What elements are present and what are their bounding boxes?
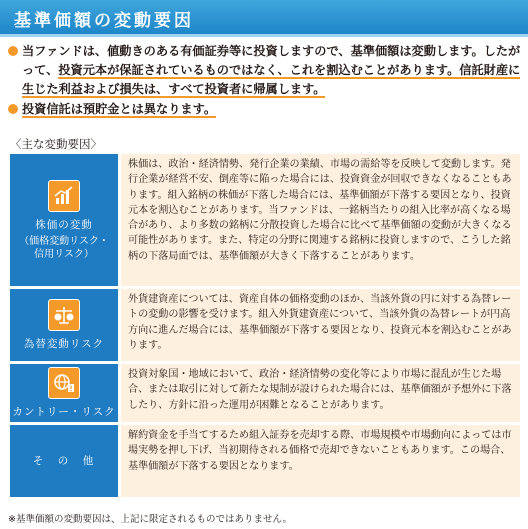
- risk-subname-line2: 信用リスク）: [34, 248, 94, 260]
- notice-list: [8, 42, 524, 119]
- bullet-dot-icon: [8, 104, 18, 114]
- risk-category: [10, 289, 118, 361]
- risk-name: そ の 他: [32, 455, 96, 467]
- risk-description: 投資対象国・地域において、政治・経済情勢の変化等により市場に混乱が生じた場合、または取引に対して新たな規制が設けられた場合には、基準価額が予想外に下落したり、方針に沿った運用が困難となることがあります。: [121, 364, 520, 422]
- risk-row-stock: [10, 154, 520, 286]
- risk-category: [10, 425, 118, 497]
- risk-row-currency: [10, 289, 520, 361]
- footnote: ※基準価額の変動要因は、上記に限定されるものではありません。: [8, 514, 293, 525]
- notice-item: [8, 42, 524, 99]
- notice-underlined-text: 投資元本が保証されているものではなく、これを割込むことがあります。信託財産に生じた利益および損失は、すべて投資者に帰属します。: [22, 63, 521, 96]
- risk-description: 解約資金を手当てするため組入証券を売却する際、市場規模や市場動向によっては市場実勢を押し下げ、当初期待される価格で売却できないこともあります。この場合、基準価額が下落する要因となります。: [121, 425, 520, 497]
- rising-chart-hand-icon: [48, 180, 80, 212]
- currency-scale-icon: [48, 299, 80, 331]
- risk-subname-line1: （価格変動リスク・: [19, 235, 109, 247]
- notice-underlined-text: 投資信託は預貯金とは異なります。: [22, 102, 217, 116]
- risk-row-country: [10, 364, 520, 422]
- risk-subname: [19, 235, 109, 261]
- risk-category: [10, 154, 118, 286]
- notice-text: 当ファンドは、値動きのある有価証券等に投資しますので、基準価額は変動します。したがって、: [22, 44, 521, 77]
- risk-description: 株価は、政治・経済情勢、発行企業の業績、市場の需給等を反映して変動します。発行企業が経営不安、倒産等に陥った場合には、投資資金が回収できなくなることもあります。組入銘柄の株価が下落した場合には、基準価額が下落する要因となり、投資元本を割込むことがあります。当ファンドは、一銘柄当たりの組入比率が高くなる場合があり、より多数の銘柄に分散投資した場合に比べて基準価額の変動が大きくなる可能性があります。また、特定の分野に関連する銘柄に投資しますので、こうした銘柄の下落局面では、基準価額が大きく下落することがあります。: [121, 154, 520, 286]
- risk-name: カントリー・リスク: [12, 406, 116, 418]
- risk-name: 為替変動リスク: [23, 338, 105, 350]
- risk-category: [10, 364, 118, 422]
- risk-factor-table: [10, 154, 520, 500]
- risk-description: 外貨建資産については、資産自体の価格変動のほか、当該外貨の円に対する為替レートの変動の影響を受けます。組入外貨建資産について、当該外貨の為替レートが円高方向に進んだ場合には、基準価額が下落する要因となり、投資元本を割込むことがあります。: [121, 289, 520, 361]
- page-title: 基準価額の変動要因: [14, 11, 194, 31]
- risk-row-other: [10, 425, 520, 497]
- globe-warning-icon: [48, 367, 80, 399]
- section-label: 〈主な変動要因〉: [10, 137, 102, 151]
- notice-item: [8, 100, 524, 119]
- bullet-dot-icon: [8, 46, 18, 56]
- title-bar: [0, 0, 528, 37]
- risk-name: 株価の変動: [35, 218, 93, 231]
